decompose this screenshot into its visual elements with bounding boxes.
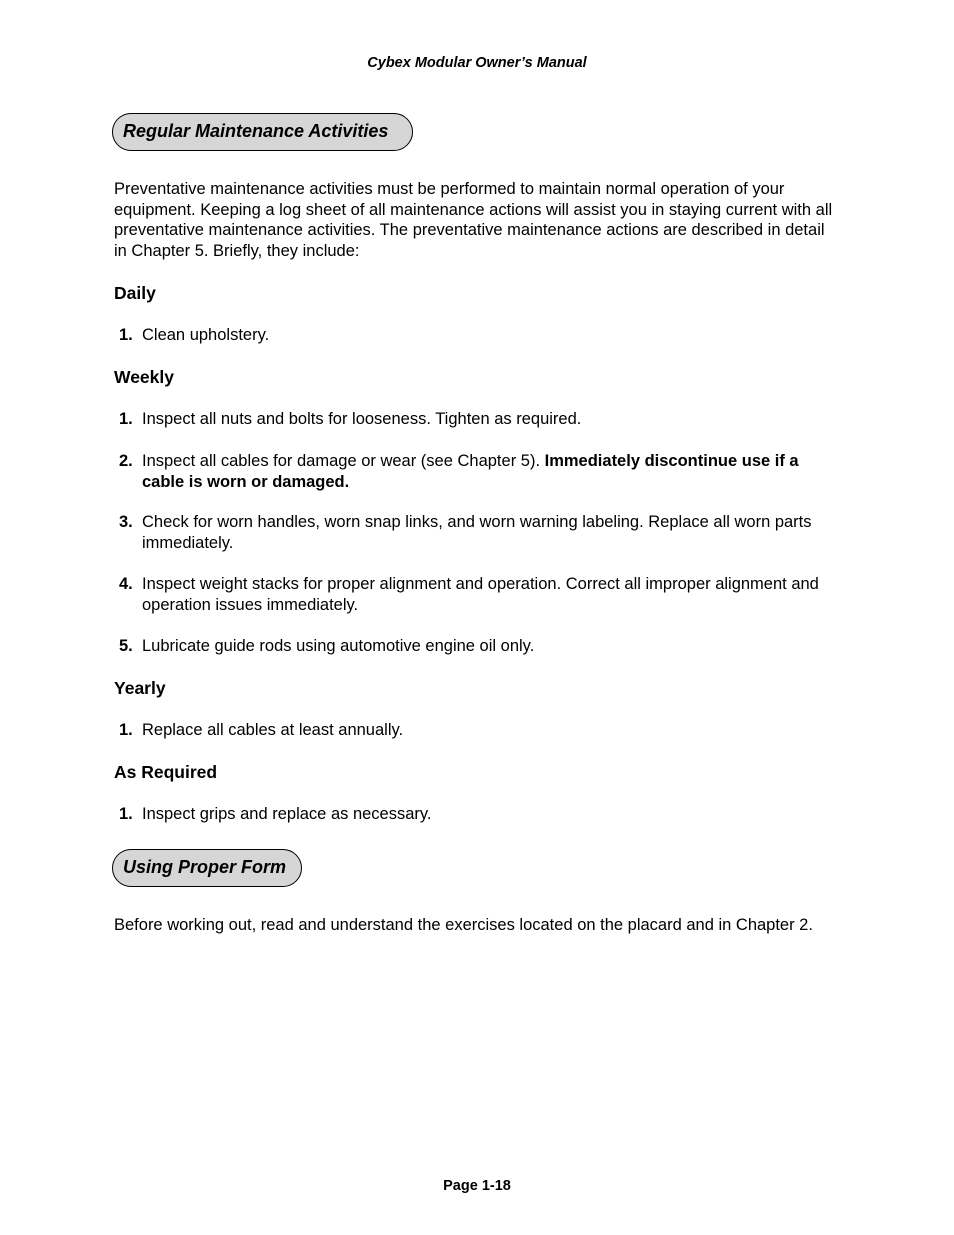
cable-warning: Immediately discontinue use if a cable is worn or damaged. [142, 452, 799, 491]
item-number: 4. [119, 575, 133, 593]
intro-paragraph: Preventative maintenance activities must be performed to maintain normal operation of your equipment. Keeping a log sheet of all maintenance actions will assist you in staying current with all preventative maintenance activities. The preventative maintenance actions are described in detail in Chapter 5. Briefly, they include: [114, 180, 833, 261]
item-text: Inspect weight stacks for proper alignment and operation. Correct all improper alignment and operation issues immediately. [142, 575, 819, 614]
proper-form-paragraph: Before working out, read and understand the exercises located on the placard and in Chapter 2. [114, 916, 813, 934]
section-heading-regular-maintenance: Regular Maintenance Activities [112, 113, 413, 151]
item-text: Replace all cables at least annually. [142, 721, 404, 739]
subheading-yearly: Yearly [114, 678, 166, 698]
list-item [114, 325, 834, 346]
list-item [114, 804, 834, 825]
section-heading-using-proper-form: Using Proper Form [112, 849, 302, 887]
item-number: 3. [119, 513, 133, 531]
list-item [114, 574, 834, 615]
page-number: Page 1-18 [443, 1178, 511, 1194]
item-number: 1. [119, 326, 133, 344]
subheading-as-required: As Required [114, 762, 218, 782]
list-item [114, 451, 834, 492]
item-text: Inspect grips and replace as necessary. [142, 805, 432, 823]
item-number: 5. [119, 637, 133, 655]
item-text: Inspect all nuts and bolts for looseness. Tighten as required. [142, 410, 582, 428]
subheading-daily: Daily [114, 283, 156, 303]
item-number: 1. [119, 805, 133, 823]
list-item [114, 636, 834, 657]
subheading-weekly: Weekly [114, 367, 174, 387]
running-header: Cybex Modular Owner’s Manual [367, 55, 587, 71]
item-text-with-warning [142, 451, 834, 492]
item-number: 2. [119, 452, 133, 470]
item-text: Inspect all cables for damage or wear (see Chapter 5). [142, 452, 545, 470]
item-text: Clean upholstery. [142, 326, 270, 344]
list-item [114, 720, 834, 741]
item-number: 1. [119, 410, 133, 428]
list-item [114, 409, 834, 430]
item-number: 1. [119, 721, 133, 739]
item-text: Check for worn handles, worn snap links, and worn warning labeling. Replace all worn parts immediately. [142, 513, 812, 552]
item-text: Lubricate guide rods using automotive engine oil only. [142, 637, 535, 655]
list-item [114, 512, 834, 553]
